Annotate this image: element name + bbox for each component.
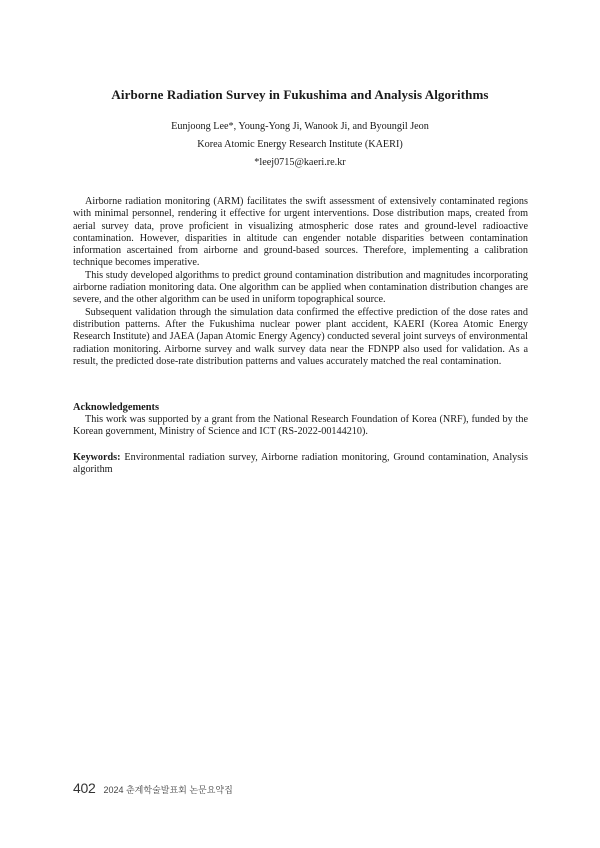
keywords-section (73, 452, 528, 477)
keywords-text: Environmental radiation survey, Airborne radiation monitoring, Ground contamination, Analysis algorithm (73, 452, 529, 476)
page-number: 402 (73, 780, 96, 796)
abstract-body (73, 196, 528, 368)
keywords-label: Keywords: (73, 452, 121, 463)
author-affiliation: Korea Atomic Energy Research Institute (KAERI) (197, 139, 403, 150)
acknowledgements-heading: Acknowledgements (73, 402, 160, 413)
publication-title: 2024 춘계학술발표회 논문요약집 (103, 785, 233, 795)
abstract-paragraph: Airborne radiation monitoring (ARM) facilitates the swift assessment of extensively contaminated regions with minimal personnel, rendering it effective for urgent interventions. Dose distribution maps, created from aerial survey data, prove proficient in visualizing atmospheric dose rates and ground-level radioactive contamination. However, disparities in altitude can engender notable disparities between contamination information ascertained from airborne and ground-based sources. Therefore, implementing a calibration technique becomes imperative. (73, 196, 528, 269)
acknowledgements-text: This work was supported by a grant from the National Research Foundation of Korea (NRF), funded by the Korean government, Ministry of Science and ICT (RS-2022-00144210). (73, 414, 528, 438)
abstract-paragraph: This study developed algorithms to predict ground contamination distribution and magnitudes incorporating airborne radiation monitoring data. One algorithm can be applied when contamination distribution changes are severe, and the other algorithm can be used in uniform topographical source. (73, 269, 528, 306)
paper-title: Airborne Radiation Survey in Fukushima and Analysis Algorithms (111, 87, 489, 102)
page-footer (73, 780, 233, 796)
author-list: Eunjoong Lee*, Young-Yong Ji, Wanook Ji, and Byoungil Jeon (171, 121, 429, 132)
abstract-paragraph: Subsequent validation through the simulation data confirmed the effective prediction of the dose rates and distribution patterns. After the Fukushima nuclear power plant accident, KAERI (Korea Atomic Energy Research Institute) and JAEA (Japan Atomic Energy Agency) conducted several joint surveys of environmental radiation monitoring. Airborne survey and walk survey data near the FDNPP also used for validation. As a result, the predicted dose-rate distribution patterns and values accurately matched the real contamination. (73, 306, 528, 367)
corresponding-email: *leej0715@kaeri.re.kr (254, 157, 346, 168)
